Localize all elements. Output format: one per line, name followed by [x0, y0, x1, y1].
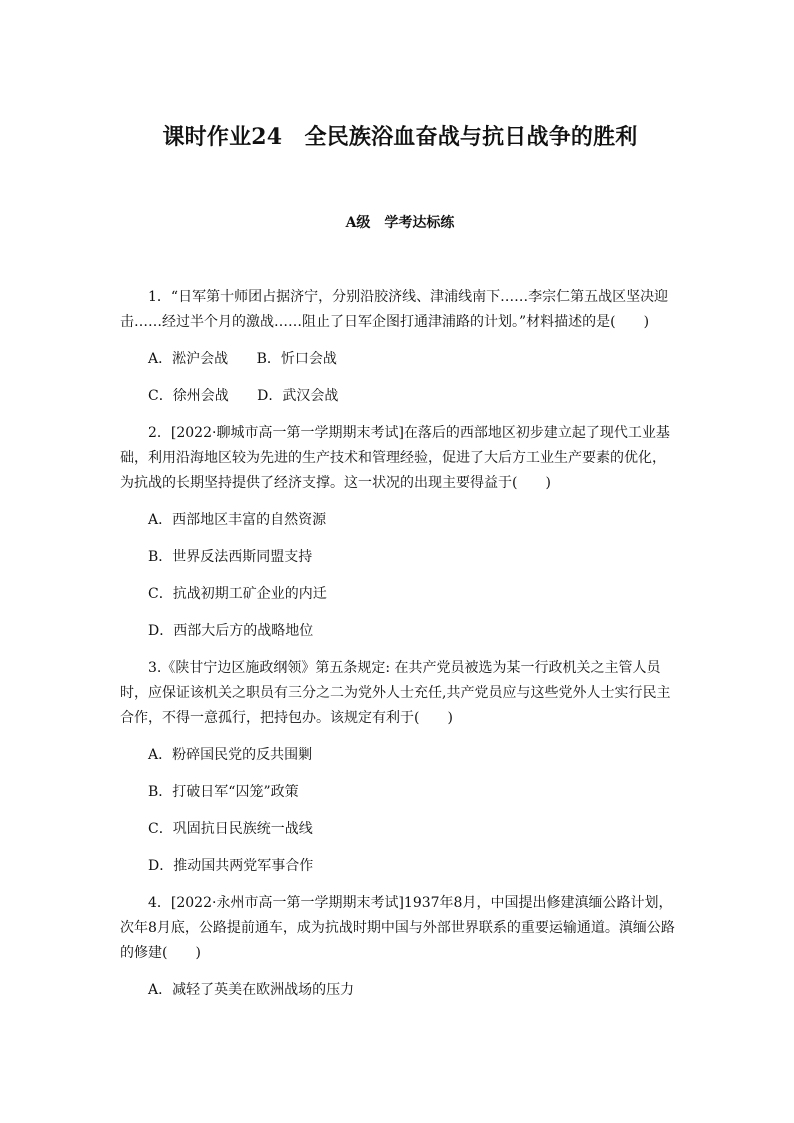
- option-d: D．推动国共两党军事合作: [148, 858, 314, 874]
- option-c: C．徐州会战: [148, 388, 229, 404]
- question-list: [120, 285, 676, 1015]
- option-c: C．巩固抗日民族统一战线: [148, 821, 313, 837]
- question-3: [120, 656, 676, 879]
- option-row: [148, 384, 676, 409]
- page-title: 课时作业24 全民族浴血奋战与抗日战争的胜利: [162, 124, 638, 150]
- option-a: A．淞沪会战: [148, 351, 229, 367]
- option-b: B．世界反法西斯同盟支持: [148, 549, 313, 565]
- option-d: D．西部大后方的战略地位: [148, 623, 314, 639]
- option-a: A．西部地区丰富的自然资源: [148, 512, 327, 528]
- question-4: [120, 891, 676, 1003]
- option-a: A．减轻了英美在欧洲战场的压力: [148, 982, 355, 998]
- question-1: [120, 285, 676, 409]
- option-b: B．忻口会战: [256, 351, 337, 367]
- option-row: [148, 347, 676, 372]
- option-b: B．打破日军“囚笼”政策: [148, 784, 299, 800]
- question-2: [120, 421, 676, 644]
- question-stem: 3.《陕甘宁边区施政纲领》第五条规定: 在共产党员被选为某一行政机关之主管人员时，应保证该机关之职员有三分之二为党外人士充任,共产党员应与这些党外人士实行民主合作，不得一意孤行，把持包办。该规定有利于( ): [120, 660, 671, 726]
- question-stem: 2．[2022·聊城市高一第一学期期末考试]在落后的西部地区初步建立起了现代工业基础，利用沿海地区较为先进的生产技术和管理经验，促进了大后方工业生产要素的优化，为抗战的长期坚持提供了经济支撑。这一状况的出现主要得益于( ): [120, 425, 670, 491]
- question-stem: 1．“日军第十师团占据济宁，分别沿胶济线、津浦线南下……李宗仁第五战区坚决迎击……经过半个月的激战……阻止了日军企图打通津浦路的计划。”材料描述的是( ): [120, 289, 669, 330]
- option-a: A．粉碎国民党的反共围剿: [148, 747, 313, 763]
- section-heading: A级 学考达标练: [345, 215, 455, 231]
- question-stem: 4．[2022·永州市高一第一学期期末考试]1937年8月，中国提出修建滇缅公路计划，次年8月底，公路提前通车，成为抗战时期中国与外部世界联系的重要运输通道。滇缅公路的修建( ): [120, 895, 675, 961]
- option-d: D．武汉会战: [257, 388, 339, 404]
- option-c: C．抗战初期工矿企业的内迁: [148, 586, 327, 602]
